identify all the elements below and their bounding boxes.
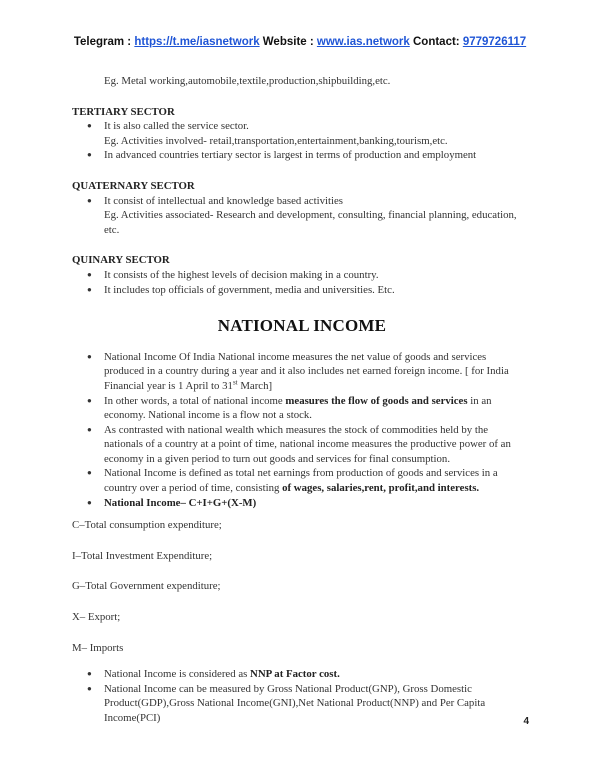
national-income-list bbox=[72, 350, 532, 511]
list-item: ● In advanced countries tertiary sector is largest in terms of production and employment bbox=[72, 148, 532, 163]
tertiary-list bbox=[72, 119, 532, 163]
telegram-link[interactable]: https://t.me/iasnetwork bbox=[134, 36, 260, 48]
list-item: ● National Income is defined as total net earnings from production of goods and services in a country over a period of time, consisting of wages, salaries,rent, profit,and interests. bbox=[72, 466, 532, 495]
quinary-title: QUINARY SECTOR bbox=[72, 254, 170, 267]
list-item: ● National Income can be measured by Gross National Product(GNP), Gross Domestic Product(GDP),Gross National Income(GNI),Net National Product(NNP) and Per Capita Income(PCI) bbox=[72, 682, 532, 726]
national-income-formula: National Income– C+I+G+(X-M) bbox=[104, 496, 257, 509]
definition-c: C–Total consumption expenditure; bbox=[72, 519, 222, 532]
definition-i: I–Total Investment Expenditure; bbox=[72, 549, 213, 562]
list-item: ● It consists of the highest levels of decision making in a country. bbox=[72, 268, 532, 283]
definition-x: X– Export; bbox=[72, 611, 121, 624]
list-item: ● As contrasted with national wealth which measures the stock of commodities held by the nationals of a country at a point of time, national income measures the productive power of an economy in a given period to turn out goods and services for final consumption. bbox=[72, 423, 532, 467]
quaternary-list bbox=[72, 194, 532, 238]
contact-number[interactable]: 9779726117 bbox=[462, 36, 527, 48]
list-item: ● National Income is considered as NNP at Factor cost. bbox=[72, 667, 532, 682]
page-content bbox=[72, 74, 532, 726]
contact-label: Contact: bbox=[409, 36, 463, 48]
quaternary-title: QUATERNARY SECTOR bbox=[72, 179, 195, 192]
telegram-label: Telegram bbox=[73, 36, 125, 48]
list-item: ● It is also called the service sector. Eg. Activities involved- retail,transportation,entertainment,banking,tourism,etc. bbox=[72, 119, 532, 148]
national-income-list-2 bbox=[72, 667, 532, 725]
list-item bbox=[72, 496, 532, 511]
list-item: ● In other words, a total of national income measures the flow of goods and services in an economy. National income is a flow not a stock. bbox=[72, 394, 532, 423]
website-label: Website : bbox=[259, 36, 317, 48]
page-header bbox=[0, 36, 600, 48]
tertiary-title: TERTIARY SECTOR bbox=[72, 105, 175, 118]
list-item: ● National Income Of India National income measures the net value of goods and services produced in a country during a year and it also includes net earned foreign income. [ for India Financial year is 1 April to 31st March] bbox=[72, 350, 532, 394]
secondary-example: Eg. Metal working,automobile,textile,production,shipbuilding,etc. bbox=[104, 75, 391, 87]
telegram-separator: : bbox=[124, 36, 135, 48]
page-number: 4 bbox=[523, 716, 529, 727]
list-item: ● It consist of intellectual and knowledge based activities Eg. Activities associated- Research and development, consulting, financial planning, education, etc. bbox=[72, 194, 532, 238]
list-item: ● It includes top officials of government, media and universities. Etc. bbox=[72, 283, 532, 298]
definition-g: G–Total Government expenditure; bbox=[72, 580, 221, 593]
quinary-list bbox=[72, 268, 532, 297]
website-link[interactable]: www.ias.network bbox=[316, 36, 410, 48]
national-income-title: NATIONAL INCOME bbox=[217, 316, 387, 336]
definition-m: M– Imports bbox=[72, 641, 124, 654]
